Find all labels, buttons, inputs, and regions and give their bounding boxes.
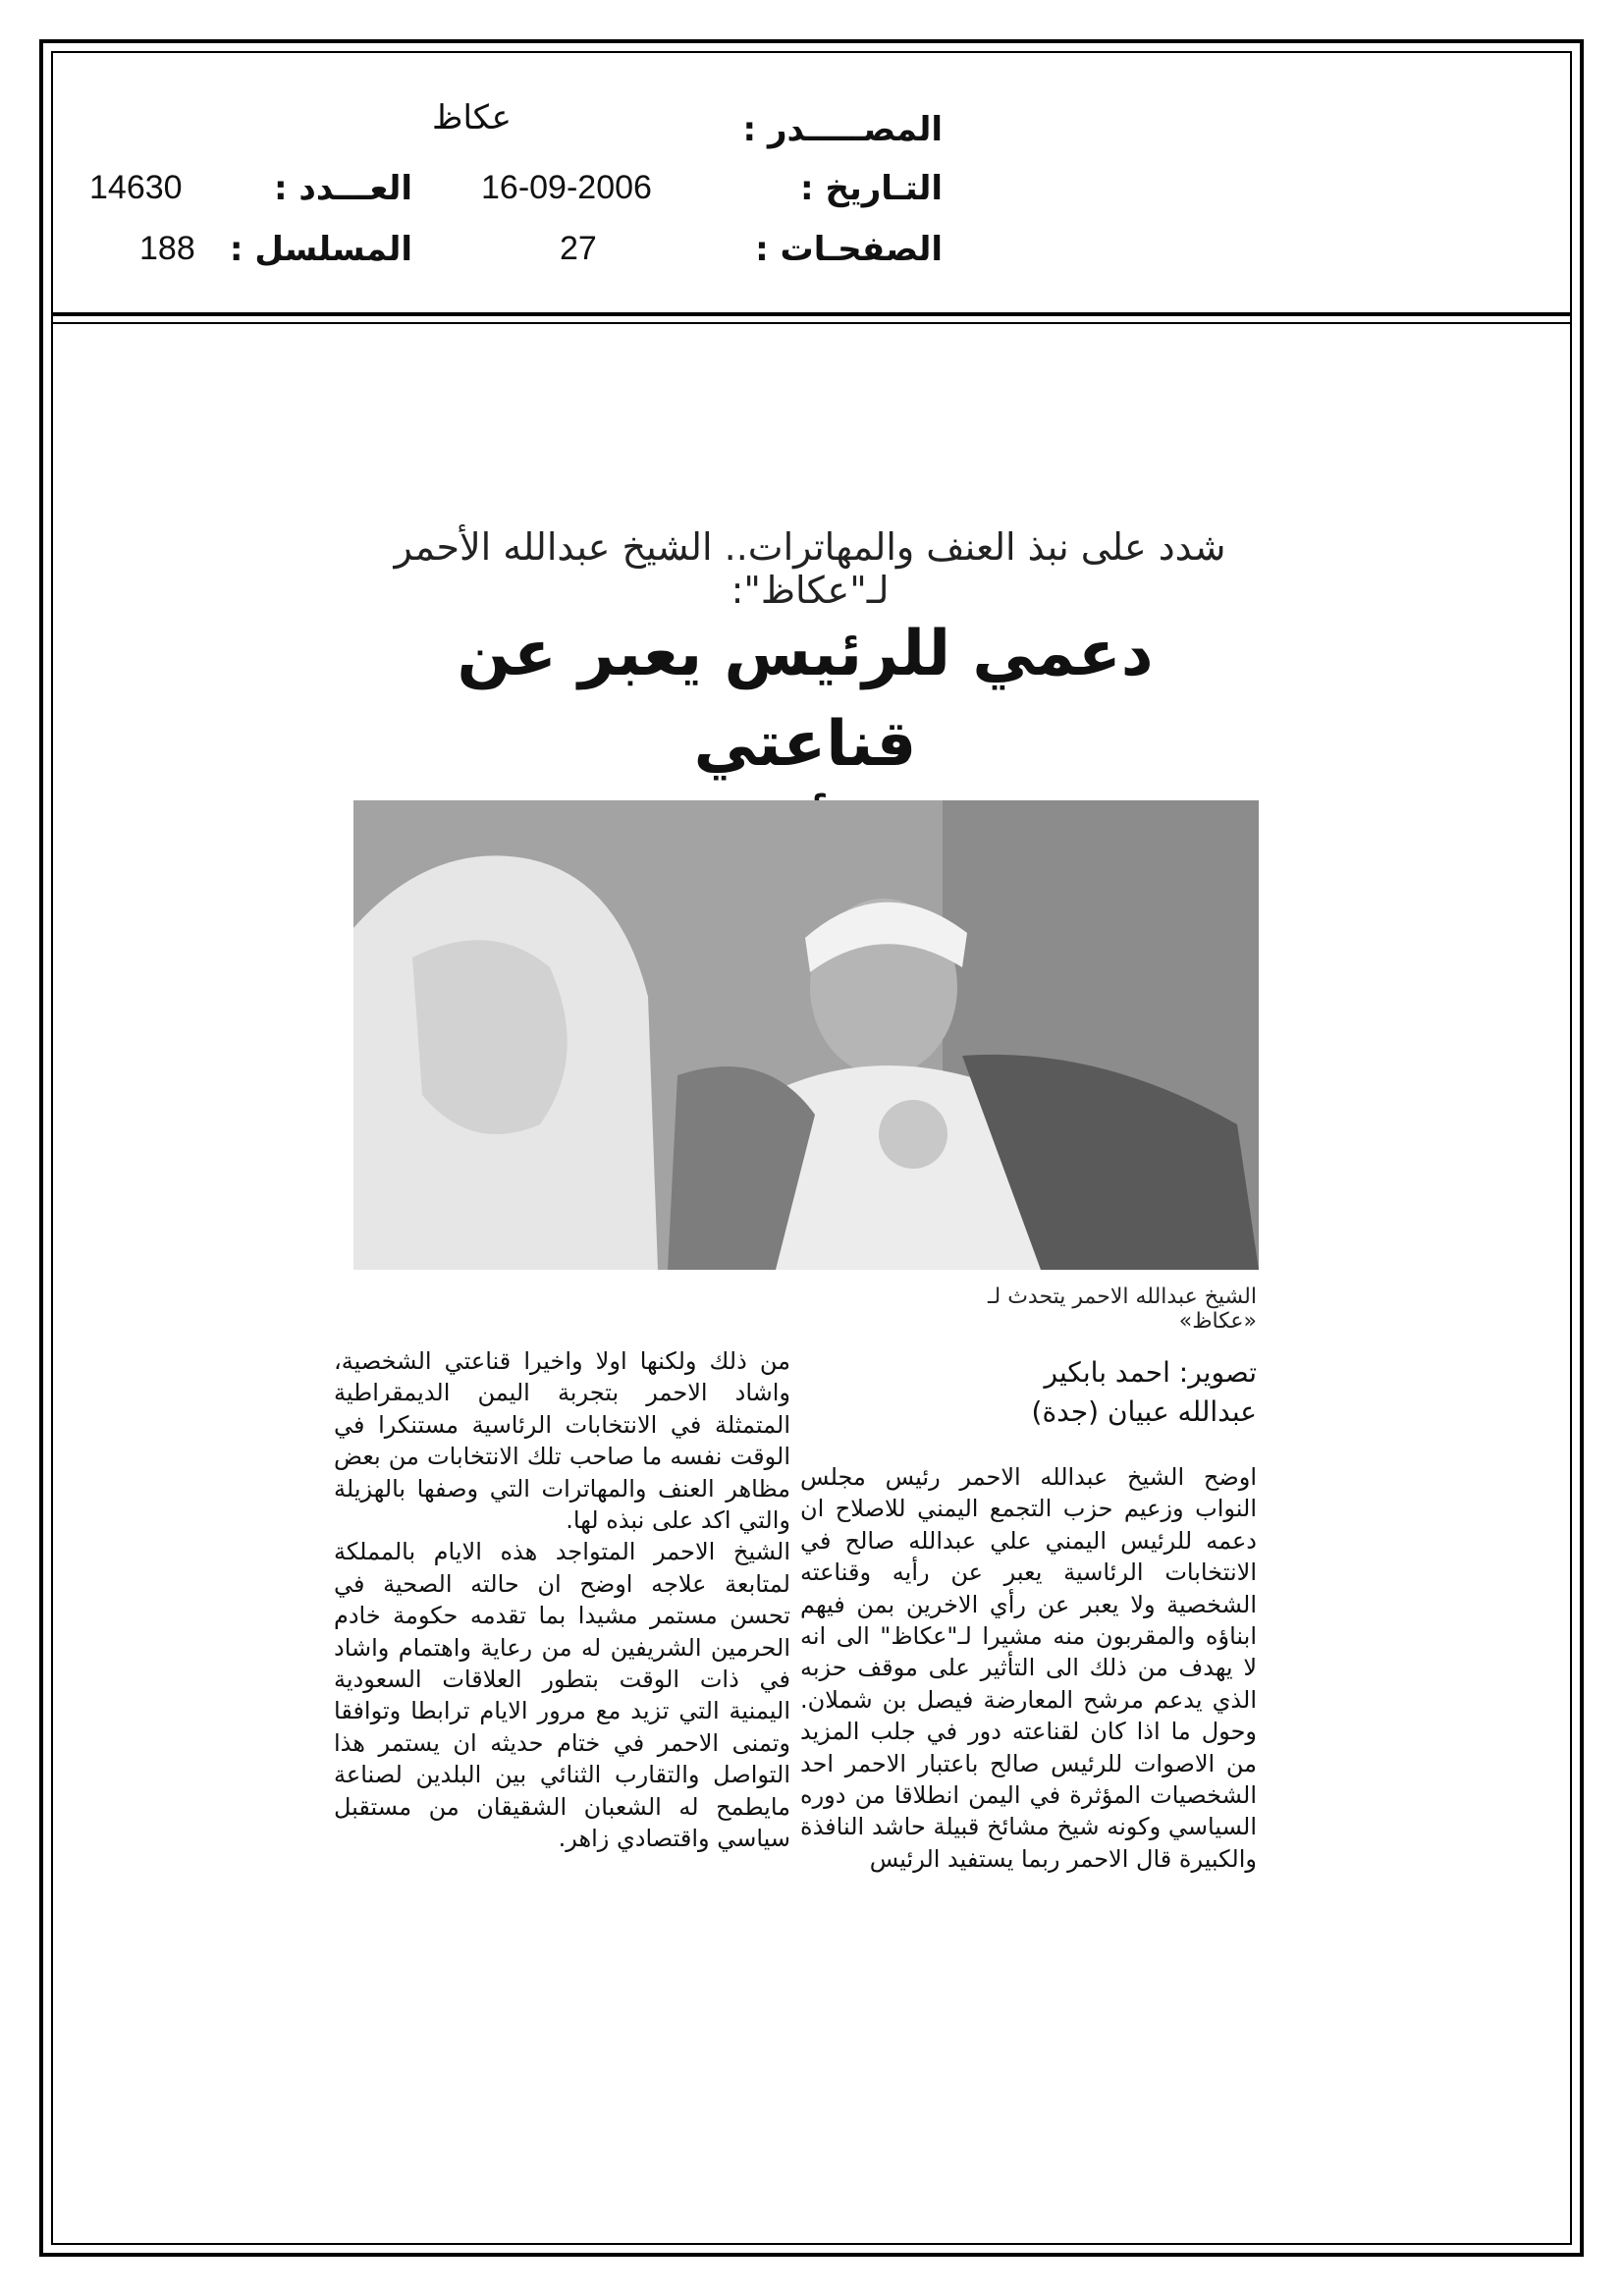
- article-column-left: [334, 1345, 790, 1855]
- date-label: التـاريخ :: [800, 169, 943, 208]
- issue-value: 14630: [89, 169, 183, 206]
- pages-value: 27: [560, 230, 597, 267]
- issue-label: العـــدد :: [274, 169, 412, 208]
- serial-label: المسلسل :: [229, 230, 412, 269]
- serial-value: 188: [139, 230, 195, 267]
- paragraph: الشيخ الاحمر المتواجد هذه الايام بالمملكة لمتابعة علاجه اوضح ان حالته الصحية في تحسن مستمر مشيدا بما تقدمه حكومة خادم الحرمين الشريفين له من رعاية واهتمام واشاد في ذات الوقت بتطور العلاقات السعودية اليمنية التي تزيد مع مرور الايام ترابطا وتوافقا وتمنى الاحمر في ختام حديثه ان يستمر هذا التواصل والتقارب الثنائي بين البلدين لصناعة مايطمح له الشعبان الشقيقان من مستقبل سياسي واقتصادي زاهر.: [334, 1538, 790, 1853]
- date-value: 16-09-2006: [481, 169, 652, 206]
- article-column-right: [800, 1461, 1257, 1875]
- article-photo: [353, 800, 1259, 1270]
- header-divider-thin: [51, 322, 1572, 324]
- source-value: عكاظ: [432, 99, 512, 137]
- photo-illustration: [353, 800, 1259, 1270]
- article-credits: [884, 1353, 1257, 1432]
- photo-credit: تصوير: احمد بابكير: [1044, 1356, 1257, 1389]
- paragraph: من ذلك ولكنها اولا واخيرا قناعتي الشخصية، واشاد الاحمر بتجربة اليمن الديمقراطية المتمثلة في الانتخابات الرئاسية مستنكرا في الوقت نفسه ما صاحب تلك الانتخابات من بعض مظاهر العنف والمهاترات التي وصفها بالهزيلة والتي اكد على نبذه لها.: [334, 1347, 790, 1535]
- header-divider: [51, 312, 1572, 316]
- pages-label: الصفحـات :: [755, 230, 943, 269]
- headline-line-1: دعمي للرئيس يعبر عن قناعتي: [457, 618, 1154, 781]
- photo-caption: الشيخ عبدالله الاحمر يتحدث لـ «عكاظ»: [988, 1285, 1257, 1334]
- article-kicker: شدد على نبذ العنف والمهاترات.. الشيخ عبدالله الأحمر لـ"عكاظ":: [394, 525, 1226, 612]
- source-label: المصـــــدر :: [742, 110, 943, 149]
- paragraph: اوضح الشيخ عبدالله الاحمر رئيس مجلس النواب وزعيم حزب التجمع اليمني للاصلاح ان دعمه للرئيس اليمني علي عبدالله صالح في الانتخابات الرئاسية يعبر عن رأيه وقناعته الشخصية ولا يعبر عن رأي الاخرين بمن فيهم ابناؤه والمقربون منه مشيرا لـ"عكاظ" الى انه لا يهدف من ذلك الى التأثير على موقف حزبه الذي يدعم مرشح المعارضة فيصل بن شملان. وحول ما اذا كان لقناعته دور في جلب المزيد من الاصوات للرئيس صالح باعتبار الاحمر احد الشخصيات المؤثرة في اليمن انطلاقا من دوره السياسي وكونه شيخ مشائخ قبيلة حاشد النافذة والكبيرة قال الاحمر ربما يستفيد الرئيس: [800, 1463, 1257, 1873]
- byline: عبدالله عبيان (جدة): [1031, 1395, 1257, 1428]
